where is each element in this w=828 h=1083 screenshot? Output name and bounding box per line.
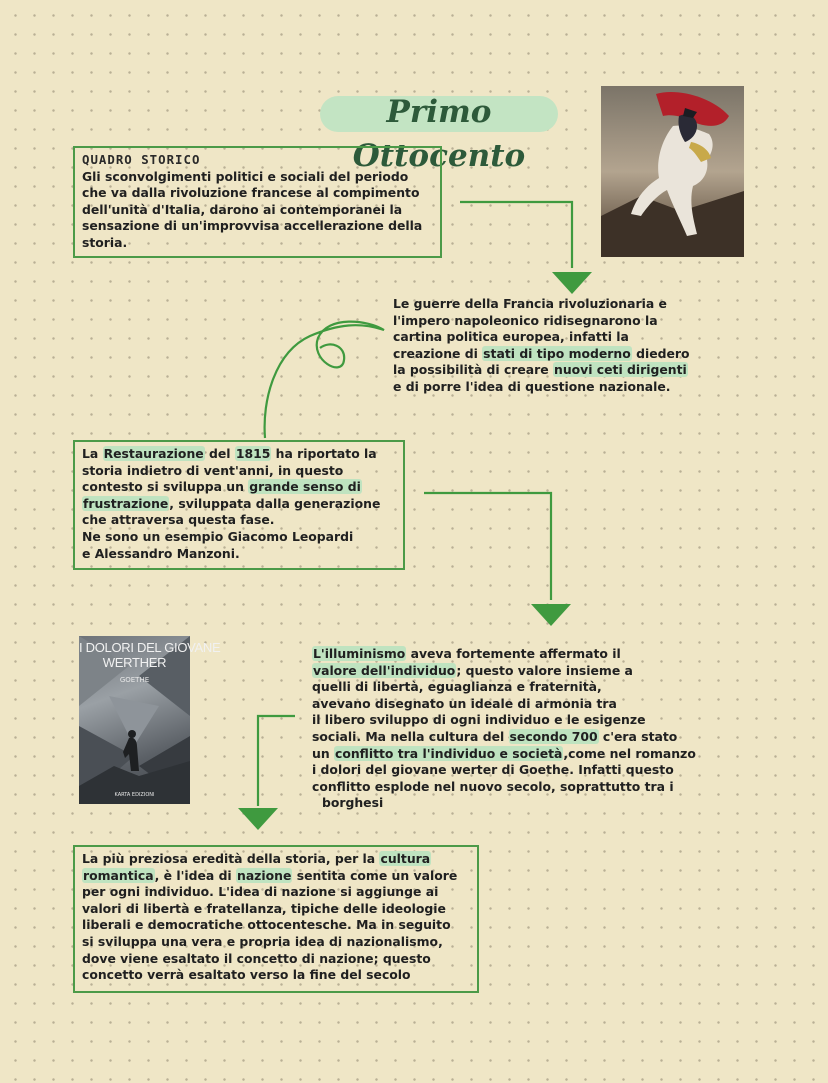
text-line: quelli di libertà, eguaglianza e fraternità, — [312, 679, 602, 695]
text-line: L'illuminismo aveva fortemente affermato il — [313, 646, 621, 661]
text-line: avevano disegnato un ideale di armonia tra — [312, 695, 617, 711]
text-line: La Restaurazione del 1815 ha riportato la — [82, 446, 377, 461]
highlight-stati-moderni: stati di tipo moderno — [483, 345, 631, 361]
text-line: sociali. Ma nella cultura del secondo 700 c'era stato — [312, 728, 678, 744]
book-publisher: KARTA EDIZIONI — [114, 792, 155, 798]
connector-curl — [265, 322, 384, 438]
text-line: Le guerre della Francia rivoluzionaria e — [393, 296, 667, 311]
napoleon-painting — [601, 86, 744, 257]
highlight-1815: 1815 — [235, 446, 271, 461]
text-line: valore dell'individuo; questo valore insieme a — [313, 662, 633, 678]
book-title: I DOLORI DEL GIOVANE WERTHER — [79, 640, 221, 670]
highlight-romantica: romantica — [83, 867, 154, 883]
text-line: liberali e democratiche ottocentesche. Ma in seguito — [82, 917, 451, 933]
highlight-nazione: nazione — [237, 867, 292, 883]
text-line: che va dalla rivoluzione francese al compimento — [82, 185, 420, 201]
text-line: valori di libertà e fratellanza, tipiche delle ideologie — [82, 900, 446, 916]
highlight-secondo-700: secondo 700 — [509, 728, 598, 744]
text-line: la possibilità di creare nuovi ceti dirigenti — [393, 362, 687, 378]
text-line: e Alessandro Manzoni. — [82, 545, 240, 561]
text-line: cartina politica europea, infatti la — [393, 329, 629, 345]
text-line: romantica, è l'idea di nazione sentita come un valore — [83, 867, 458, 883]
text-line: l'impero napoleonico ridisegnarono la — [393, 312, 658, 328]
highlight-cultura: cultura — [380, 851, 431, 866]
text-line: un conflitto tra l'individuo e società,come nel romanzo — [312, 745, 696, 761]
connector-1 — [460, 202, 572, 268]
illuminismo-text — [312, 646, 732, 812]
arrow-head-1 — [552, 272, 592, 294]
highlight-conflitto: conflitto tra l'individuo e società — [334, 745, 563, 761]
highlight-valore-individuo: valore dell'individuo — [313, 662, 456, 678]
text-line: dove viene esaltato il concetto di nazione; questo — [82, 950, 431, 966]
section-heading: QUADRO STORICO — [82, 152, 201, 167]
text-line: storia. — [82, 234, 128, 250]
eredita-storia-box — [73, 845, 479, 993]
text-line: il libero sviluppo di ogni individuo e le esigenze — [312, 712, 646, 728]
guerre-francia-text — [393, 296, 723, 396]
text-line: conflitto esplode nel nuovo secolo, soprattutto tra i — [312, 778, 674, 794]
connector-3 — [258, 716, 295, 806]
arrow-head-2 — [531, 604, 571, 626]
text-line: per ogni individuo. L'idea di nazione si aggiunge ai — [82, 884, 439, 900]
page-title: Primo Ottocento — [352, 94, 526, 174]
highlight-restaurazione: Restaurazione — [103, 446, 204, 461]
text-line: sensazione di un'improvvisa accellerazione della — [82, 218, 423, 234]
text-line: storia indietro di vent'anni, in questo — [82, 462, 344, 478]
highlight-illuminismo: L'illuminismo — [313, 646, 406, 661]
book-author: GOETHE — [119, 676, 150, 684]
text-line: e di porre l'idea di questione nazionale. — [393, 378, 671, 394]
text-line: borghesi — [322, 795, 384, 811]
text-line: frustrazione, sviluppata dalla generazione — [83, 495, 381, 511]
arrow-head-3 — [238, 808, 278, 830]
werther-book-cover — [79, 636, 221, 804]
highlight-senso: grande senso di — [249, 479, 361, 495]
highlight-ceti-dirigenti: nuovi ceti dirigenti — [554, 362, 687, 378]
text-line: creazione di stati di tipo moderno diedero — [393, 345, 690, 361]
text-line: dell'unità d'Italia, darono ai contemporanei la — [82, 201, 403, 217]
text-line: contesto si sviluppa un grande senso di — [82, 479, 361, 495]
text-line: si sviluppa una vera e propria idea di nazionalismo, — [82, 933, 443, 949]
quadro-storico-box — [73, 146, 442, 258]
text-line: i dolori del giovane werter di Goethe. Infatti questo — [312, 762, 674, 778]
text-line: La più preziosa eredità della storia, per la cultura — [82, 851, 431, 866]
text-line: che attraversa questa fase. — [82, 512, 275, 528]
text-line: concetto verrà esaltato verso la fine del secolo — [82, 967, 411, 983]
text-line: Gli sconvolgimenti politici e sociali del periodo — [82, 168, 409, 184]
text-line: Ne sono un esempio Giacomo Leopardi — [82, 528, 354, 544]
highlight-frustrazione: frustrazione — [83, 495, 169, 511]
restaurazione-box — [73, 440, 405, 570]
connector-2 — [424, 493, 551, 600]
